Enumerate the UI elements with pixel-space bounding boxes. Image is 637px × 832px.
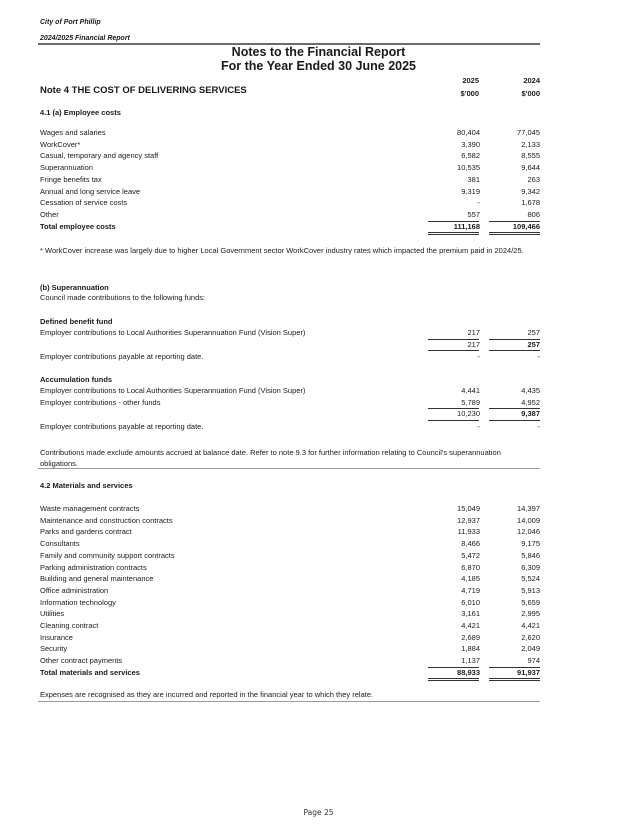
row-label: Information technology — [40, 597, 116, 607]
table-row — [40, 397, 540, 409]
org-name: City of Port Phillip — [40, 19, 101, 26]
table-row — [40, 139, 540, 151]
value-2025: 217 — [467, 328, 480, 337]
value-2025: 5,472 — [461, 550, 480, 560]
row-label: Employer contributions payable at reporting date. — [40, 352, 204, 362]
table-row — [40, 585, 540, 597]
value-2024: 9,175 — [521, 539, 540, 549]
page-number: Page 25 — [303, 808, 334, 817]
total-row — [40, 221, 540, 233]
value-2024: 12,046 — [517, 527, 540, 537]
value-2025: 10,230 — [457, 409, 480, 419]
section-heading-superannuation: (b) Superannuation — [40, 283, 109, 292]
value-2025: 5,789 — [461, 397, 480, 407]
value-2025: 11,933 — [457, 527, 480, 537]
value-2024: 4,421 — [521, 621, 540, 630]
value-2024: 9,387 — [521, 409, 540, 419]
materials-divider — [38, 701, 540, 702]
value-2024: 14,009 — [517, 515, 540, 525]
value-2025: 8,466 — [461, 539, 480, 549]
row-label: Employer contributions payable at reporting date. — [40, 422, 204, 432]
table-row — [40, 197, 540, 209]
table-row — [40, 526, 540, 538]
total-rule-bottom-2-2025 — [428, 234, 479, 235]
value-2025: 3,161 — [461, 609, 480, 619]
value-2025: 88,933 — [457, 667, 480, 677]
col-unit-2024: $'000 — [521, 89, 540, 98]
table-row — [40, 186, 540, 198]
row-label: Employer contributions to Local Authorities Superannuation Fund (Vision Super) — [40, 328, 306, 337]
note-title: Note 4 THE COST OF DELIVERING SERVICES — [40, 85, 247, 96]
value-2025: 6,870 — [461, 562, 480, 572]
table-row — [40, 550, 540, 562]
table-row — [40, 562, 540, 574]
row-label: Cleaning contract — [40, 621, 99, 630]
value-2025: 217 — [467, 339, 480, 349]
subtotal-row — [40, 408, 540, 420]
table-row — [40, 174, 540, 186]
col-year-2025: 2025 — [462, 76, 479, 85]
value-2025: - — [477, 198, 480, 208]
payable-row — [40, 421, 540, 433]
table-row — [40, 608, 540, 620]
value-2025: 9,319 — [461, 186, 480, 196]
row-label: Casual, temporary and agency staff — [40, 151, 159, 161]
table-row — [40, 620, 540, 632]
value-2025: 557 — [467, 209, 480, 219]
value-2024: 2,049 — [521, 644, 540, 654]
defined-benefit-heading: Defined benefit fund — [40, 317, 113, 326]
value-2025: 2,689 — [461, 632, 480, 642]
table-row — [40, 573, 540, 585]
value-2025: 4,441 — [461, 386, 480, 395]
value-2025: 4,421 — [461, 621, 480, 630]
value-2025: 10,535 — [457, 163, 480, 173]
row-label: Family and community support contracts — [40, 550, 175, 560]
value-2024: - — [537, 422, 540, 432]
row-label: Security — [40, 644, 68, 654]
value-2025: 111,168 — [453, 221, 480, 231]
value-2025: 15,049 — [457, 504, 480, 513]
section-heading-employee-costs: 4.1 (a) Employee costs — [40, 108, 121, 117]
row-label: Parking administration contracts — [40, 562, 147, 572]
row-label: Fringe benefits tax — [40, 174, 102, 184]
payable-row — [40, 351, 540, 363]
col-unit-2025: $'000 — [460, 89, 479, 98]
value-2025: 12,937 — [457, 515, 480, 525]
page-subtitle: For the Year Ended 30 June 2025 — [221, 59, 416, 73]
value-2024: 5,913 — [521, 585, 540, 595]
row-label: Annual and long service leave — [40, 186, 141, 196]
table-row — [40, 162, 540, 174]
value-2024: 5,524 — [521, 574, 540, 584]
row-label: Insurance — [40, 632, 73, 642]
table-row — [40, 209, 540, 221]
value-2024: - — [537, 352, 540, 362]
value-2024: 6,309 — [521, 562, 540, 572]
value-2024: 2,995 — [521, 609, 540, 619]
materials-note: Expenses are recognised as they are incurred and reported in the financial year to which they relate. — [40, 690, 374, 699]
row-label: Total materials and services — [40, 667, 140, 677]
value-2024: 5,846 — [521, 550, 540, 560]
total-row — [40, 667, 540, 679]
report-name: 2024/2025 Financial Report — [40, 35, 130, 42]
subtotal-row — [40, 339, 540, 351]
table-row — [40, 385, 540, 397]
row-label: WorkCover* — [40, 139, 81, 149]
value-2024: 2,133 — [521, 139, 540, 149]
value-2025: 381 — [467, 174, 480, 184]
row-label: Employer contributions - other funds — [40, 397, 161, 407]
table-row — [40, 503, 540, 515]
row-label: Wages and salaries — [40, 128, 106, 137]
value-2024: 2,620 — [521, 632, 540, 642]
value-2025: 4,185 — [461, 574, 480, 584]
value-2024: 4,435 — [521, 386, 540, 395]
total-rule-bottom-2-2024 — [489, 234, 540, 235]
value-2024: 974 — [527, 656, 540, 666]
row-label: Other — [40, 209, 59, 219]
value-2024: 4,952 — [521, 397, 540, 407]
row-label: Office administration — [40, 585, 109, 595]
row-label: Waste management contracts — [40, 504, 140, 513]
value-2025: 1,884 — [461, 644, 480, 654]
value-2025: 3,390 — [461, 139, 480, 149]
value-2024: 8,555 — [521, 151, 540, 161]
superannuation-intro: Council made contributions to the following funds: — [40, 293, 206, 302]
section-divider — [38, 468, 540, 469]
value-2025: 80,404 — [457, 128, 480, 137]
value-2025: 4,719 — [461, 585, 480, 595]
row-label: Maintenance and construction contracts — [40, 515, 173, 525]
row-label: Consultants — [40, 539, 80, 549]
row-label: Building and general maintenance — [40, 574, 154, 584]
value-2025: 6,010 — [461, 597, 480, 607]
value-2024: 257 — [527, 328, 540, 337]
table-row — [40, 643, 540, 655]
value-2024: 257 — [527, 339, 540, 349]
value-2024: 9,644 — [521, 163, 540, 173]
row-label: Employer contributions to Local Authorities Superannuation Fund (Vision Super) — [40, 386, 306, 395]
value-2024: 91,937 — [517, 667, 540, 677]
col-year-2024: 2024 — [523, 76, 540, 85]
value-2024: 263 — [527, 174, 540, 184]
total-rule-bottom-2024 — [489, 678, 540, 679]
value-2025: 6,582 — [461, 151, 480, 161]
value-2025: 1,137 — [461, 656, 480, 666]
total-rule-bottom-2024 — [489, 232, 540, 233]
value-2024: 9,342 — [521, 186, 540, 196]
table-row — [40, 327, 540, 339]
workcover-footnote: * WorkCover increase was largely due to higher Local Government sector WorkCover industry rates which impacted the premium paid in 2024/25. — [40, 246, 524, 255]
row-label: Superannuation — [40, 163, 93, 173]
table-row — [40, 632, 540, 644]
value-2024: 806 — [527, 209, 540, 219]
row-label: Utilities — [40, 609, 65, 619]
page-title: Notes to the Financial Report — [231, 45, 406, 59]
total-rule-bottom-2025 — [428, 232, 479, 233]
table-row — [40, 538, 540, 550]
value-2024: 1,678 — [521, 198, 540, 208]
table-row — [40, 127, 540, 139]
total-rule-bottom-2-2024 — [489, 680, 540, 681]
superannuation-note: Contributions made exclude amounts accrued at balance date. Refer to note 9.3 for further information relating to Council's superannuation obligations. — [40, 448, 501, 468]
value-2024: 14,397 — [517, 504, 540, 513]
row-label: Parks and gardens contract — [40, 527, 132, 537]
section-heading-materials: 4.2 Materials and services — [40, 481, 133, 490]
total-rule-bottom-2-2025 — [428, 680, 479, 681]
table-row — [40, 655, 540, 667]
value-2024: 77,045 — [517, 128, 540, 137]
row-label: Total employee costs — [40, 221, 116, 231]
table-row — [40, 515, 540, 527]
value-2025: - — [477, 352, 480, 362]
value-2025: - — [477, 422, 480, 432]
row-label: Other contract payments — [40, 656, 123, 666]
value-2024: 5,659 — [521, 597, 540, 607]
table-row — [40, 150, 540, 162]
total-rule-bottom-2025 — [428, 678, 479, 679]
row-label: Cessation of service costs — [40, 198, 128, 208]
value-2024: 109,466 — [512, 221, 540, 231]
accumulation-heading: Accumulation funds — [40, 375, 113, 384]
table-row — [40, 597, 540, 609]
